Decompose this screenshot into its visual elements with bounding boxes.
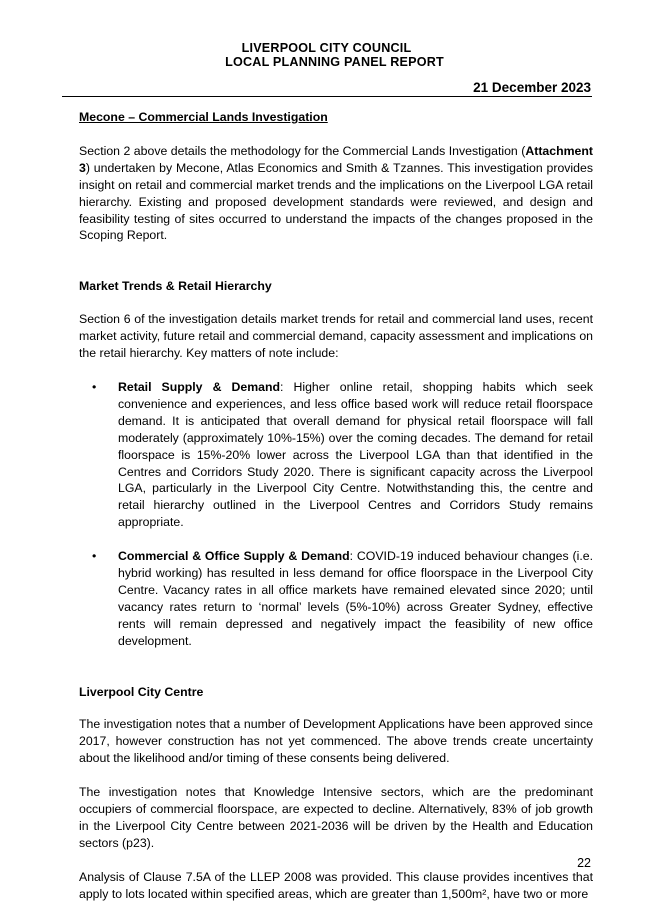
bullet-marker: • bbox=[92, 549, 97, 564]
report-org-title: LIVERPOOL CITY COUNCIL bbox=[241, 41, 412, 55]
list-item-title: Commercial & Office Supply & Demand bbox=[118, 549, 350, 564]
heading-mecone: Mecone – Commercial Lands Investigation bbox=[79, 110, 328, 124]
report-date: 21 December 2023 bbox=[473, 80, 591, 95]
list-item-title: Retail Supply & Demand bbox=[118, 379, 281, 394]
key-matters-list bbox=[79, 379, 593, 650]
heading-market-trends: Market Trends & Retail Hierarchy bbox=[79, 279, 272, 294]
page-number: 22 bbox=[577, 856, 591, 870]
header-rule bbox=[62, 96, 592, 97]
paragraph-mecone bbox=[79, 143, 593, 244]
paragraph-city-centre-1: The investigation notes that a number of Development Applications have been approved since 2017, however construction has not yet commenced. The above trends create uncertainty about the likelihood and/or timing of these consents being delivered. bbox=[79, 717, 593, 766]
heading-city-centre: Liverpool City Centre bbox=[79, 684, 204, 699]
list-item bbox=[79, 548, 593, 649]
list-item bbox=[79, 379, 593, 531]
list-item-text: : COVID-19 induced behaviour changes (i.e. hybrid working) has resulted in less demand for office floorspace in the Liverpool City Centre. Vacancy rates in all office markets have remained elevated since 2020; until vacancy rates return to ‘normal’ levels (5%-10%) across Greater Sydney, effective rents will remain depressed and negatively impact the feasibility of new office development. bbox=[118, 549, 593, 648]
paragraph-text: ) undertaken by Mecone, Atlas Economics and Smith & Tzannes. This investigation provides insight on retail and commercial market trends and the implications on the Liverpool LGA retail hierarchy. Existing and proposed development standards were reviewed, and design and feasibility testing of sites occurred to understand the impacts of the changes proposed in the Scoping Report. bbox=[79, 160, 593, 243]
bullet-marker: • bbox=[92, 379, 97, 394]
paragraph-text: Section 2 above details the methodology for the Commercial Lands Investigation ( bbox=[79, 143, 526, 158]
list-item-text: : Higher online retail, shopping habits which seek convenience and experiences, and less office based work will reduce retail floorspace demand. It is anticipated that overall demand for physical retail floorspace will fall moderately (approximately 10%-15%) over the coming decades. The demand for retail floorspace is 15%-20% lower across the Liverpool LGA than that identified in the Centres and Corridors Study 2020. There is significant capacity across the Liverpool LGA, particularly in the Liverpool City Centre. Notwithstanding this, the centre and retail hierarchy outlined in the Liverpool Centres and Corridors Study remains appropriate. bbox=[118, 379, 593, 530]
attachment-ref: Attachment 3 bbox=[79, 143, 593, 175]
report-type-title: LOCAL PLANNING PANEL REPORT bbox=[225, 55, 444, 69]
paragraph-city-centre-2: The investigation notes that Knowledge Intensive sectors, which are the predominant occupiers of commercial floorspace, are expected to decline. Alternatively, 83% of job growth in the Liverpool City Centre between 2021-2036 will be driven by the Health and Education sectors (p23). bbox=[79, 785, 593, 850]
paragraph-market-intro: Section 6 of the investigation details market trends for retail and commercial land uses, recent market activity, future retail and commercial demand, capacity assessment and implications on the retail hierarchy. Key matters of note include: bbox=[79, 312, 593, 361]
report-body bbox=[79, 109, 593, 903]
paragraph-city-centre-3: Analysis of Clause 7.5A of the LLEP 2008 was provided. This clause provides incentives that apply to lots located within specified areas, which are greater than 1,500m², have two or more bbox=[79, 869, 593, 901]
